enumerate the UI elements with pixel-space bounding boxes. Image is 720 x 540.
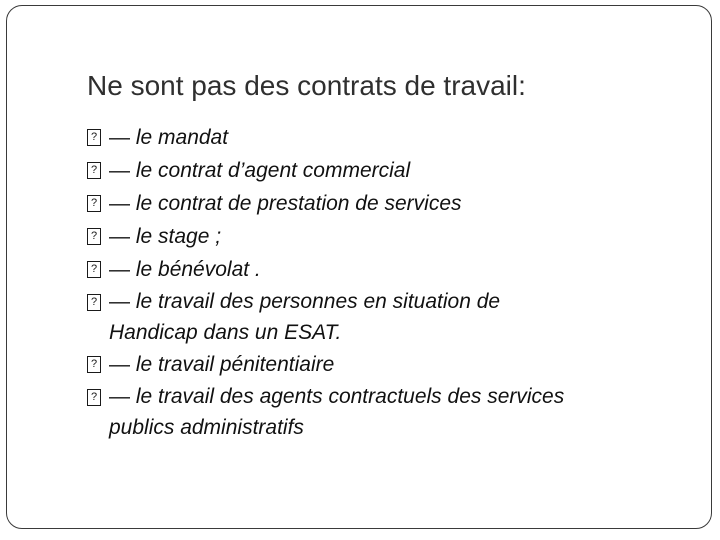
item-text: le contrat de prestation de services bbox=[135, 192, 462, 215]
item-continuation: Handicap dans un ESAT. bbox=[109, 321, 342, 344]
dash-prefix: — bbox=[109, 225, 136, 248]
missing-glyph-icon: ? bbox=[87, 356, 101, 373]
bullet-list bbox=[87, 121, 564, 443]
item-text: le travail des personnes en situation de bbox=[135, 290, 501, 313]
slide-title: Ne sont pas des contrats de travail: bbox=[87, 70, 526, 101]
list-item bbox=[87, 187, 564, 220]
item-text: le mandat bbox=[135, 126, 229, 149]
dash-prefix: — bbox=[109, 258, 136, 281]
item-text: le travail des agents contractuels des services bbox=[135, 385, 565, 408]
dash-prefix: — bbox=[109, 290, 136, 313]
missing-glyph-icon: ? bbox=[87, 228, 101, 245]
list-item bbox=[87, 253, 564, 286]
missing-glyph-icon: ? bbox=[87, 389, 101, 406]
dash-prefix: — bbox=[109, 126, 136, 149]
list-item bbox=[87, 381, 564, 443]
list-item bbox=[87, 286, 564, 348]
dash-prefix: — bbox=[109, 159, 136, 182]
missing-glyph-icon: ? bbox=[87, 129, 101, 146]
missing-glyph-icon: ? bbox=[87, 261, 101, 278]
dash-prefix: — bbox=[109, 353, 130, 376]
list-item bbox=[87, 220, 564, 253]
missing-glyph-icon: ? bbox=[87, 294, 101, 311]
item-continuation: publics administratifs bbox=[109, 416, 304, 439]
list-item bbox=[87, 121, 564, 154]
missing-glyph-icon: ? bbox=[87, 195, 101, 212]
item-text: le contrat d’agent commercial bbox=[135, 159, 411, 182]
list-item bbox=[87, 154, 564, 187]
dash-prefix: — bbox=[109, 385, 130, 408]
item-text: le travail pénitentiaire bbox=[135, 353, 335, 376]
slide-frame bbox=[6, 5, 712, 529]
dash-prefix: — bbox=[109, 192, 136, 215]
missing-glyph-icon: ? bbox=[87, 162, 101, 179]
item-text: le bénévolat . bbox=[135, 258, 261, 281]
list-item bbox=[87, 348, 564, 381]
item-text: le stage ; bbox=[135, 225, 222, 248]
